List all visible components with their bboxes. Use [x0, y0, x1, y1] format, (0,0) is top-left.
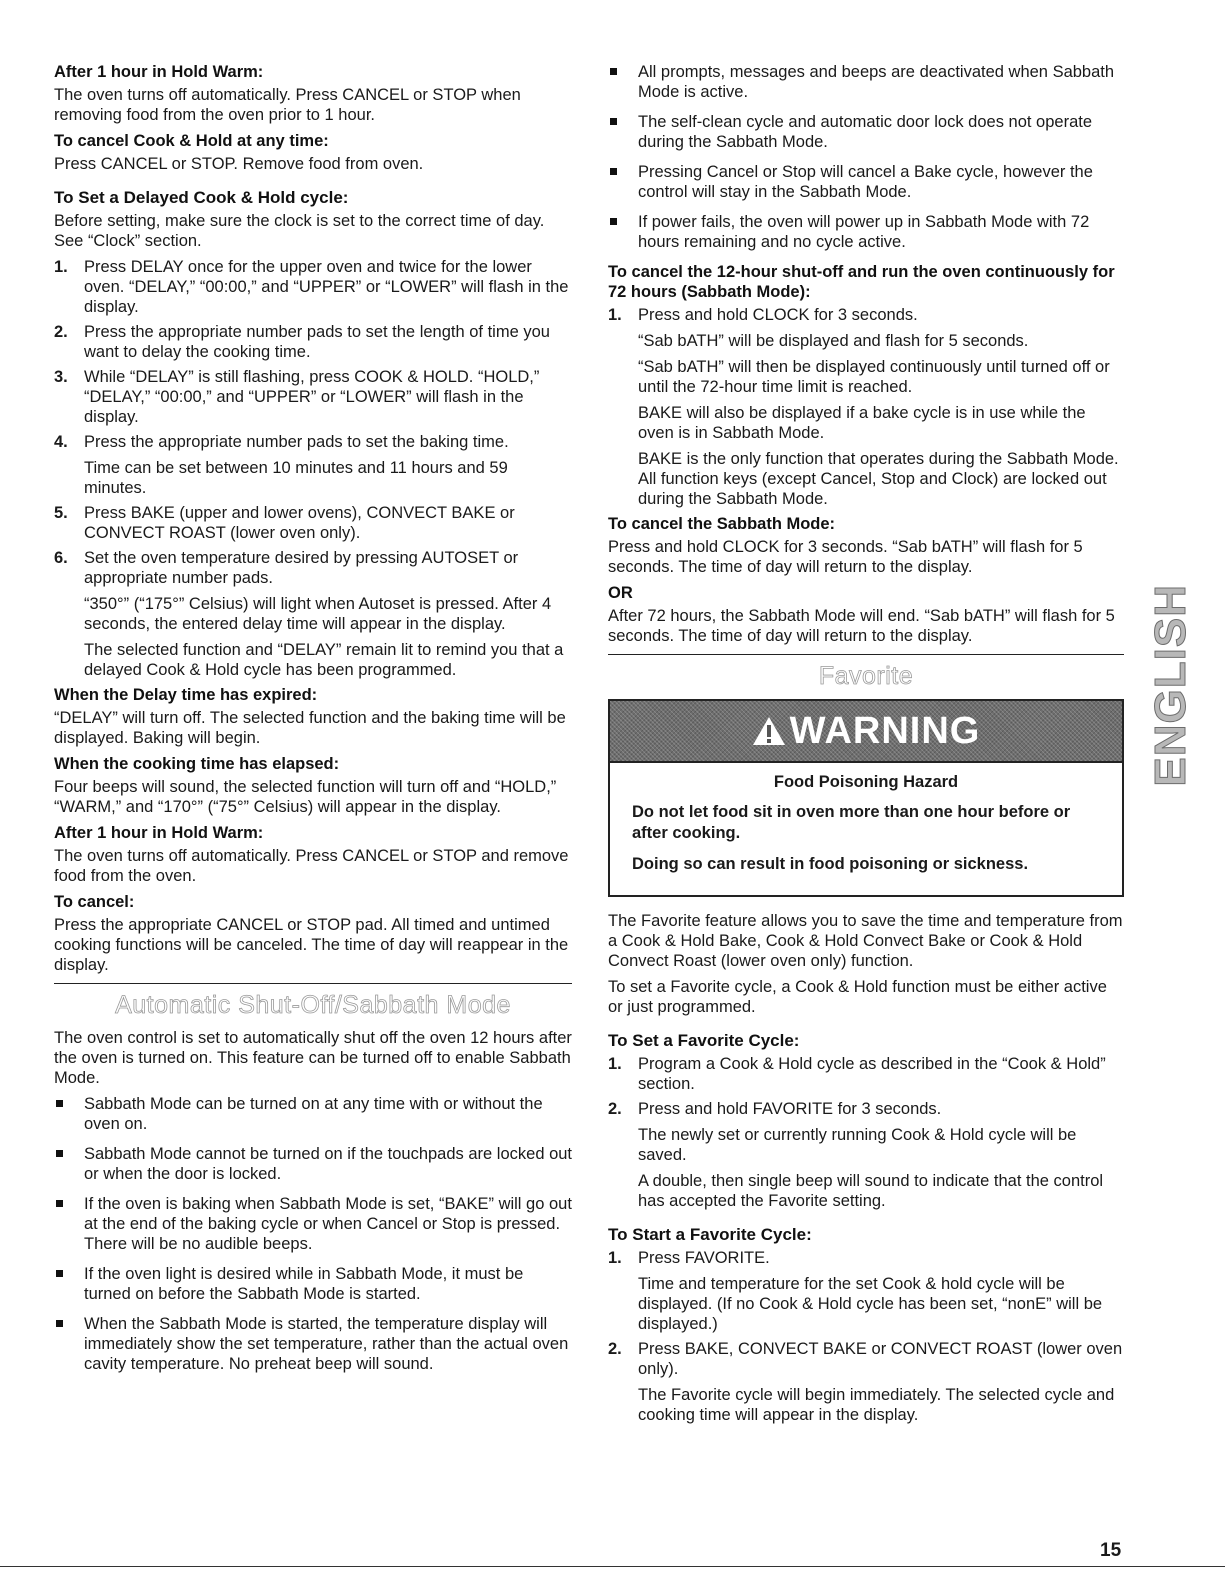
step-number: 2. [54, 323, 68, 341]
start-favorite-steps [608, 1248, 1124, 1425]
delayed-steps [54, 257, 572, 680]
bullet-item: Pressing Cancel or Stop will cancel a Bake cycle, however the control will stay in the Sabbath Mode. [608, 162, 1124, 202]
step-text: Press and hold CLOCK for 3 seconds. [638, 306, 918, 324]
bullet-item: When the Sabbath Mode is started, the temperature display will immediately show the set temperature, rather than the actual oven cavity temperature. No preheat beep will sound. [54, 1314, 572, 1374]
step-detail: “Sab bATH” will then be displayed continuously until turned off or until the 72-hour time limit is reached. [638, 358, 1110, 396]
auto-shutoff-intro: The oven control is set to automatically shut off the oven 12 hours after the oven is turned on. This feature can be turned off to enable Sabbath Mode. [54, 1029, 572, 1087]
bullet-item: If power fails, the oven will power up in Sabbath Mode with 72 hours remaining and no cycle active. [608, 212, 1124, 252]
step-text: Program a Cook & Hold cycle as described in the “Cook & Hold” section. [638, 1055, 1106, 1093]
step-detail: The newly set or currently running Cook & Hold cycle will be saved. [638, 1126, 1077, 1164]
bullet-item: If the oven light is desired while in Sabbath Mode, it must be turned on before the Sabbath Mode is started. [54, 1264, 572, 1304]
set-favorite-steps [608, 1054, 1124, 1211]
step-text: Press the appropriate number pads to set the length of time you want to delay the cooking time. [84, 323, 550, 361]
bullet-item: Sabbath Mode cannot be turned on if the touchpads are locked out or when the door is locked. [54, 1144, 572, 1184]
step-number: 1. [608, 1249, 622, 1267]
step-item [608, 305, 1124, 509]
time-elapsed-heading: When the cooking time has elapsed: [54, 755, 340, 773]
cancel-cook-hold-text: Press CANCEL or STOP. Remove food from oven. [54, 155, 424, 173]
step-number: 6. [54, 549, 68, 567]
favorite-intro-1: The Favorite feature allows you to save the time and temperature from a Cook & Hold Bake, Cook & Hold Convect Bake or Cook & Hold Convect Roast (lower oven only) function. [608, 912, 1123, 970]
left-column [54, 62, 572, 1384]
delayed-cook-hold-heading: To Set a Delayed Cook & Hold cycle: [54, 188, 349, 207]
step-item [608, 1339, 1124, 1425]
step-item [608, 1099, 1124, 1211]
step-detail: “350°” (“175°” Celsius) will light when Autoset is pressed. After 4 seconds, the entered delay time will appear in the display. [84, 595, 552, 633]
step-detail: The selected function and “DELAY” remain lit to remind you that a delayed Cook & Hold cycle has been programmed. [84, 641, 564, 679]
warning-line-1: Do not let food sit in oven more than one hour before or after cooking. [632, 803, 1071, 842]
step-item [54, 432, 572, 498]
or-label: OR [608, 584, 633, 602]
step-detail: BAKE is the only function that operates during the Sabbath Mode. All function keys (except Cancel, Stop and Clock) are locked out during the Sabbath Mode. [638, 450, 1119, 508]
warning-label: WARNING [789, 709, 981, 752]
warning-box [608, 699, 1124, 897]
step-detail: “Sab bATH” will be displayed and flash for 5 seconds. [638, 332, 1029, 350]
favorite-title: Favorite [818, 662, 914, 690]
auto-shutoff-title: Automatic Shut-Off/Sabbath Mode [115, 991, 511, 1019]
cancel-text: Press the appropriate CANCEL or STOP pad. All timed and untimed cooking functions will be canceled. The time of day will reappear in the display. [54, 916, 569, 974]
sabbath-bullets [608, 62, 1124, 252]
step-item [608, 1054, 1124, 1094]
step-text: Press FAVORITE. [638, 1249, 770, 1267]
step-item [54, 548, 572, 680]
step-detail: The Favorite cycle will begin immediately. The selected cycle and cooking time will appear in the display. [638, 1386, 1115, 1424]
side-tab-label: ENGLISH [1146, 583, 1195, 787]
favorite-intro-2: To set a Favorite cycle, a Cook & Hold function must be either active or just programmed. [608, 978, 1107, 1016]
bullet-item: The self-clean cycle and automatic door lock does not operate during the Sabbath Mode. [608, 112, 1124, 152]
step-text: Press BAKE (upper and lower ovens), CONVECT BAKE or CONVECT ROAST (lower oven only). [84, 504, 515, 542]
step-number: 4. [54, 433, 68, 451]
warning-body [610, 763, 1122, 895]
bullet-item: If the oven is baking when Sabbath Mode is set, “BAKE” will go out at the end of the baking cycle or when Cancel or Stop is pressed. There will be no audible beeps. [54, 1194, 572, 1254]
language-side-tab [1146, 568, 1195, 802]
step-text: Press the appropriate number pads to set the baking time. [84, 433, 509, 451]
cancel-cook-hold-heading: To cancel Cook & Hold at any time: [54, 132, 329, 150]
step-number: 2. [608, 1100, 622, 1118]
step-text: Press BAKE, CONVECT BAKE or CONVECT ROAST (lower oven only). [638, 1340, 1123, 1378]
bottom-rule [0, 1566, 1225, 1567]
delayed-intro: Before setting, make sure the clock is set to the correct time of day. See “Clock” section. [54, 212, 545, 250]
hold-warm-2-text: The oven turns off automatically. Press CANCEL or STOP and remove food from the oven. [54, 847, 569, 885]
step-item [54, 322, 572, 362]
cancel-sabbath-text-2: After 72 hours, the Sabbath Mode will end. “Sab bATH” will flash for 5 seconds. The time of day will return to the display. [608, 607, 1115, 645]
warning-line-2: Doing so can result in food poisoning or sickness. [632, 855, 1029, 873]
step-number: 1. [608, 306, 622, 324]
shutoff-cancel-heading: To cancel the 12-hour shut-off and run the oven continuously for 72 hours (Sabbath Mode): [608, 263, 1115, 301]
page-number: 15 [1100, 1540, 1122, 1561]
step-text: While “DELAY” is still flashing, press COOK & HOLD. “HOLD,” “DELAY,” “00:00,” and “UPPER” or “LOWER” will flash in the display. [84, 368, 540, 426]
step-number: 2. [608, 1340, 622, 1358]
step-item [54, 367, 572, 427]
start-favorite-heading: To Start a Favorite Cycle: [608, 1225, 812, 1244]
section-divider [608, 654, 1124, 655]
warning-hazard: Food Poisoning Hazard [773, 773, 959, 791]
step-detail: Time and temperature for the set Cook & hold cycle will be displayed. (If no Cook & Hold cycle has been set, “nonE” will be displayed.) [638, 1275, 1103, 1333]
step-detail: Time can be set between 10 minutes and 11 hours and 59 minutes. [84, 459, 508, 497]
cancel-heading: To cancel: [54, 893, 135, 911]
warning-triangle-icon [752, 716, 786, 746]
hold-warm-2-heading: After 1 hour in Hold Warm: [54, 824, 264, 842]
step-text: Press DELAY once for the upper oven and twice for the lower oven. “DELAY,” “00:00,” and “UPPER” or “LOWER” will flash in the display. [84, 258, 569, 316]
step-text: Set the oven temperature desired by pressing AUTOSET or appropriate number pads. [84, 549, 519, 587]
shutoff-cancel-steps [608, 305, 1124, 509]
bullet-item: Sabbath Mode can be turned on at any time with or without the oven on. [54, 1094, 572, 1134]
warning-banner [610, 701, 1122, 763]
delay-expired-heading: When the Delay time has expired: [54, 686, 318, 704]
time-elapsed-text: Four beeps will sound, the selected function will turn off and “HOLD,” “WARM,” and “170°” (“75°” Celsius) will appear in the display. [54, 778, 557, 816]
auto-shutoff-bullets [54, 1094, 572, 1374]
hold-warm-heading: After 1 hour in Hold Warm: [54, 63, 264, 81]
step-item [608, 1248, 1124, 1334]
step-number: 1. [608, 1055, 622, 1073]
step-detail: A double, then single beep will sound to indicate that the control has accepted the Favorite setting. [638, 1172, 1104, 1210]
hold-warm-text: The oven turns off automatically. Press CANCEL or STOP when removing food from the oven prior to 1 hour. [54, 86, 521, 124]
delay-expired-text: “DELAY” will turn off. The selected function and the baking time will be displayed. Baking will begin. [54, 709, 566, 747]
step-number: 3. [54, 368, 68, 386]
step-item [54, 257, 572, 317]
step-detail: BAKE will also be displayed if a bake cycle is in use while the oven is in Sabbath Mode. [638, 404, 1086, 442]
step-number: 1. [54, 258, 68, 276]
step-item [54, 503, 572, 543]
section-divider [54, 983, 572, 984]
right-column [608, 62, 1124, 1430]
bullet-item: All prompts, messages and beeps are deactivated when Sabbath Mode is active. [608, 62, 1124, 102]
step-number: 5. [54, 504, 68, 522]
cancel-sabbath-heading: To cancel the Sabbath Mode: [608, 515, 836, 533]
cancel-sabbath-text: Press and hold CLOCK for 3 seconds. “Sab bATH” will flash for 5 seconds. The time of day will return to the display. [608, 538, 1083, 576]
set-favorite-heading: To Set a Favorite Cycle: [608, 1031, 800, 1050]
step-text: Press and hold FAVORITE for 3 seconds. [638, 1100, 942, 1118]
